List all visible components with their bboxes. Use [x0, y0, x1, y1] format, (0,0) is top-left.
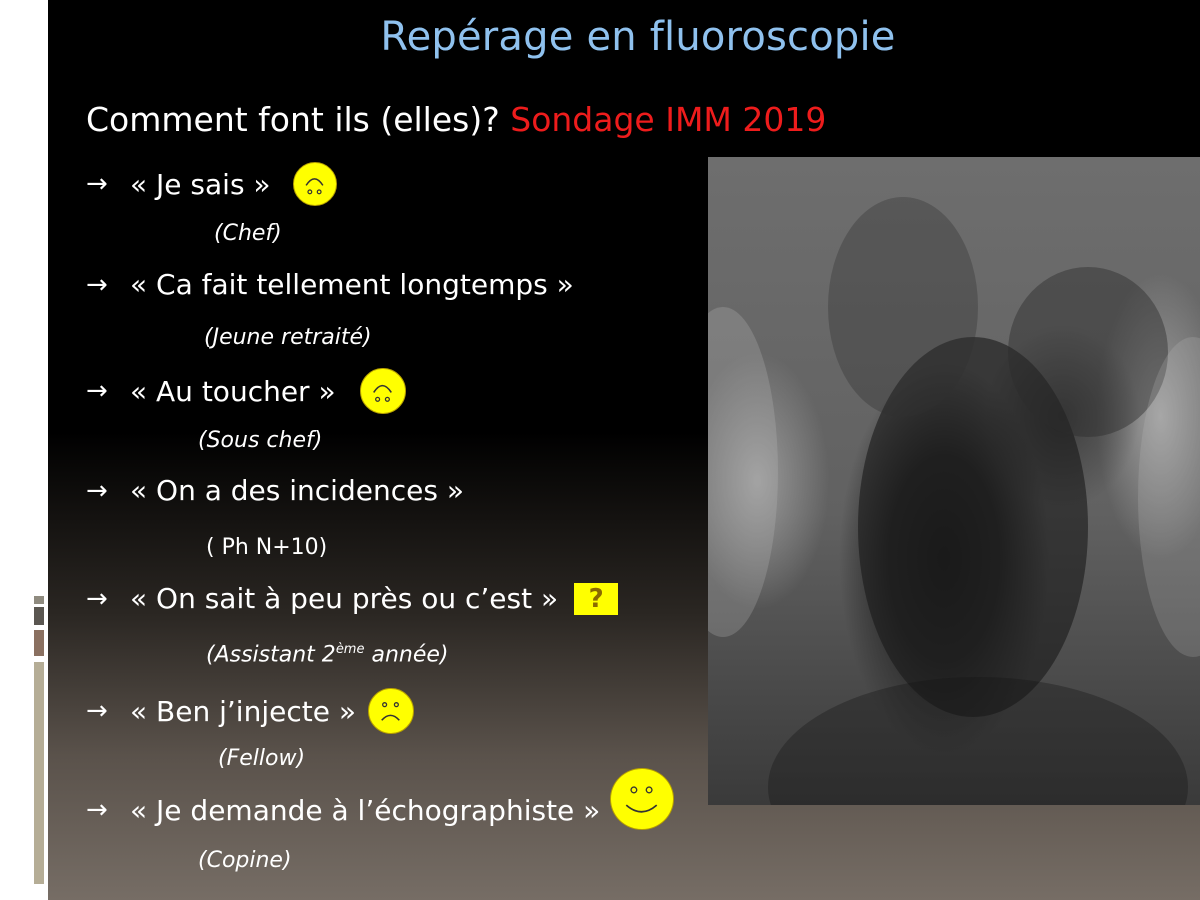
arrow-icon: →	[86, 696, 108, 726]
list-item	[86, 790, 674, 830]
list-item	[86, 582, 618, 615]
arrow-icon: →	[86, 269, 108, 300]
flat-smiley-icon	[293, 162, 337, 206]
slide-title: Repérage en fluoroscopie	[380, 14, 896, 60]
respondent-label: (Copine)	[198, 848, 292, 873]
respondent-label: (Chef)	[214, 221, 282, 246]
respondent-label	[206, 642, 449, 667]
question-mark-icon: ?	[574, 583, 618, 615]
survey-label: Sondage IMM 2019	[510, 100, 827, 139]
ordinal-superscript: ème	[335, 642, 365, 657]
respondent-label: (Sous chef)	[198, 428, 323, 453]
flat-smiley-icon	[360, 368, 406, 414]
quote-text: « On a des incidences »	[130, 474, 464, 507]
quote-text: « Je demande à l’échographiste »	[130, 793, 601, 827]
respondent-label-start: (Assistant 2	[206, 642, 336, 668]
list-item	[86, 368, 406, 414]
respondent-label: ( Ph N+10)	[206, 535, 328, 560]
quote-text: « Je sais »	[130, 167, 271, 201]
arrow-icon: →	[86, 376, 108, 406]
quote-text: « Ca fait tellement longtemps »	[130, 268, 574, 301]
happy-smiley-icon	[610, 768, 674, 830]
heading-text: Comment font ils (elles)?	[86, 100, 500, 139]
quote-text: « Ben j’injecte »	[130, 694, 356, 728]
arrow-icon: →	[86, 795, 108, 825]
arrow-icon: →	[86, 169, 108, 199]
list-item	[86, 474, 464, 507]
arrow-icon: →	[86, 475, 108, 506]
respondent-label: (Jeune retraité)	[204, 325, 372, 350]
respondent-label-end: année)	[364, 642, 449, 668]
slide-heading	[86, 100, 826, 139]
quote-text: « Au toucher »	[130, 374, 336, 408]
sad-smiley-icon	[368, 688, 414, 734]
list-item	[86, 162, 337, 206]
arrow-icon: →	[86, 583, 108, 614]
respondent-label: (Fellow)	[218, 746, 306, 771]
list-item	[86, 268, 574, 301]
fluoroscopy-image	[708, 157, 1200, 805]
list-item	[86, 688, 414, 734]
quote-text: « On sait à peu près ou c’est »	[130, 582, 559, 615]
